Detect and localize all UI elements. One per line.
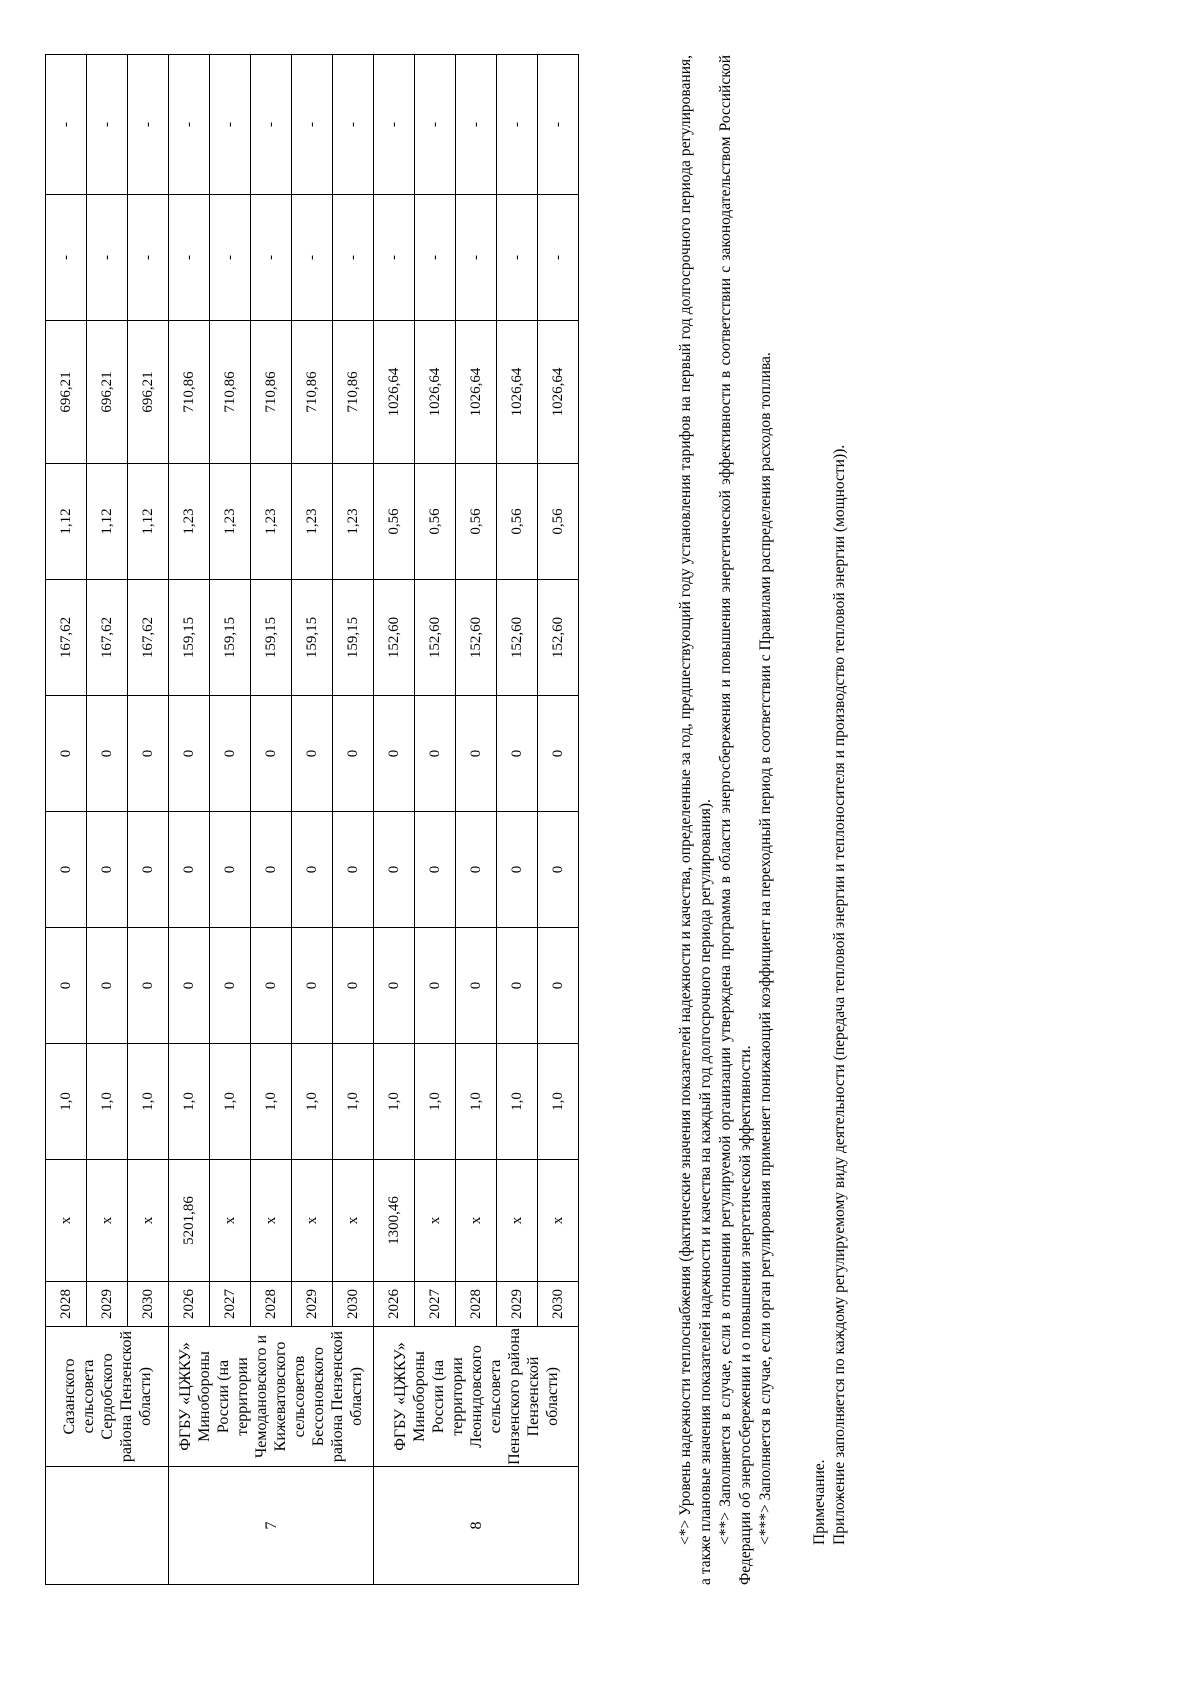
row-number: [46, 1467, 169, 1585]
footnotes: [676, 55, 850, 1585]
value-cell: 710,86: [292, 321, 333, 464]
value-cell: 696,21: [46, 321, 87, 464]
value-cell: 0: [415, 812, 456, 928]
value-cell: -: [497, 195, 538, 321]
value-cell: 0: [497, 812, 538, 928]
value-cell: x: [415, 1160, 456, 1282]
value-cell: 0: [210, 928, 251, 1044]
value-cell: 696,21: [128, 321, 169, 464]
value-cell: -: [169, 195, 210, 321]
value-cell: 0: [251, 696, 292, 812]
value-cell: 0: [128, 928, 169, 1044]
value-cell: x: [87, 1160, 128, 1282]
value-cell: 0: [210, 812, 251, 928]
value-cell: 152,60: [538, 580, 579, 696]
value-cell: 0,56: [415, 464, 456, 580]
value-cell: 0: [46, 696, 87, 812]
year-cell: 2030: [128, 1282, 169, 1327]
value-cell: 152,60: [456, 580, 497, 696]
organization-name: Сазанского сельсовета Сердобского района Пензенской области): [46, 1327, 169, 1467]
value-cell: -: [210, 195, 251, 321]
footnote-3: <***> Заполняется в случае, если орган регулирования применяет понижающий коэффициент на переходный период в соответствии с Правилами распределения расходов топлива.: [757, 352, 774, 1545]
value-cell: 1,0: [46, 1044, 87, 1160]
value-cell: x: [292, 1160, 333, 1282]
value-cell: 0: [333, 812, 374, 928]
value-cell: 0: [415, 928, 456, 1044]
value-cell: -: [46, 195, 87, 321]
value-cell: 0: [46, 928, 87, 1044]
value-cell: 0,56: [456, 464, 497, 580]
year-cell: 2030: [538, 1282, 579, 1327]
footnote-1: <*> Уровень надежности теплоснабжения (фактические значения показателей надежности и качества, определенные за год, предшествующий году установления тарифов на первый год долгосрочного периода регулирования, а также плановые значения показателей надежности и качества на каждый год долгосрочного периода регулирования).: [677, 55, 714, 1585]
tariff-table: [45, 54, 579, 1585]
value-cell: -: [538, 55, 579, 195]
value-cell: 0: [538, 812, 579, 928]
value-cell: -: [210, 55, 251, 195]
value-cell: 710,86: [169, 321, 210, 464]
value-cell: -: [292, 55, 333, 195]
value-cell: 0,56: [538, 464, 579, 580]
year-cell: 2028: [251, 1282, 292, 1327]
value-cell: 152,60: [497, 580, 538, 696]
value-cell: 710,86: [210, 321, 251, 464]
value-cell: 167,62: [46, 580, 87, 696]
value-cell: -: [169, 55, 210, 195]
value-cell: -: [333, 55, 374, 195]
value-cell: -: [87, 195, 128, 321]
value-cell: 696,21: [87, 321, 128, 464]
value-cell: 0: [456, 812, 497, 928]
value-cell: 1026,64: [456, 321, 497, 464]
value-cell: 0,56: [497, 464, 538, 580]
year-cell: 2028: [46, 1282, 87, 1327]
value-cell: 0: [251, 928, 292, 1044]
value-cell: -: [415, 195, 456, 321]
value-cell: -: [374, 195, 415, 321]
value-cell: 1,0: [292, 1044, 333, 1160]
year-cell: 2030: [333, 1282, 374, 1327]
value-cell: 0: [251, 812, 292, 928]
value-cell: 167,62: [87, 580, 128, 696]
value-cell: 0: [169, 928, 210, 1044]
value-cell: 0: [128, 812, 169, 928]
value-cell: -: [292, 195, 333, 321]
year-cell: 2027: [415, 1282, 456, 1327]
year-cell: 2027: [210, 1282, 251, 1327]
value-cell: 0: [210, 696, 251, 812]
value-cell: 0: [374, 696, 415, 812]
value-cell: 1300,46: [374, 1160, 415, 1282]
value-cell: 0: [292, 812, 333, 928]
value-cell: x: [333, 1160, 374, 1282]
value-cell: 1026,64: [374, 321, 415, 464]
value-cell: 1,23: [210, 464, 251, 580]
value-cell: 0: [538, 696, 579, 812]
row-number: 7: [169, 1467, 374, 1585]
value-cell: 1,23: [169, 464, 210, 580]
value-cell: -: [128, 195, 169, 321]
value-cell: 1,0: [251, 1044, 292, 1160]
value-cell: 0: [333, 696, 374, 812]
year-cell: 2029: [87, 1282, 128, 1327]
value-cell: -: [456, 195, 497, 321]
value-cell: 167,62: [128, 580, 169, 696]
value-cell: 1,0: [169, 1044, 210, 1160]
value-cell: 1,0: [415, 1044, 456, 1160]
value-cell: 1,0: [538, 1044, 579, 1160]
value-cell: -: [251, 55, 292, 195]
value-cell: 0: [292, 928, 333, 1044]
value-cell: 0: [497, 696, 538, 812]
value-cell: x: [128, 1160, 169, 1282]
year-cell: 2026: [374, 1282, 415, 1327]
value-cell: 0: [87, 696, 128, 812]
value-cell: 0: [497, 928, 538, 1044]
value-cell: 0: [169, 812, 210, 928]
value-cell: 1026,64: [538, 321, 579, 464]
value-cell: 0: [374, 812, 415, 928]
value-cell: 5201,86: [169, 1160, 210, 1282]
remark-text: Приложение заполняется по каждому регулируемому виду деятельности (передача тепловой энергии и теплоносителя и производство тепловой энергии (мощности)).: [831, 444, 848, 1545]
value-cell: 0: [87, 928, 128, 1044]
value-cell: 159,15: [333, 580, 374, 696]
value-cell: x: [497, 1160, 538, 1282]
value-cell: 0: [128, 696, 169, 812]
value-cell: 0: [87, 812, 128, 928]
value-cell: 1,0: [374, 1044, 415, 1160]
year-cell: 2029: [497, 1282, 538, 1327]
year-cell: 2026: [169, 1282, 210, 1327]
value-cell: 1,23: [333, 464, 374, 580]
value-cell: 1,12: [128, 464, 169, 580]
value-cell: 0: [538, 928, 579, 1044]
value-cell: 159,15: [169, 580, 210, 696]
value-cell: -: [333, 195, 374, 321]
value-cell: 1,23: [292, 464, 333, 580]
value-cell: 1026,64: [497, 321, 538, 464]
value-cell: 0: [292, 696, 333, 812]
value-cell: 1,12: [46, 464, 87, 580]
value-cell: x: [46, 1160, 87, 1282]
value-cell: 0: [333, 928, 374, 1044]
value-cell: 152,60: [374, 580, 415, 696]
organization-name: ФГБУ «ЦЖКУ» Минобороны России (на территории Леонидовского сельсовета Пензенского района Пензенской области): [374, 1327, 579, 1467]
value-cell: -: [251, 195, 292, 321]
value-cell: 1,0: [87, 1044, 128, 1160]
value-cell: x: [456, 1160, 497, 1282]
table-row: [169, 55, 210, 1585]
value-cell: 1,12: [87, 464, 128, 580]
year-cell: 2028: [456, 1282, 497, 1327]
value-cell: 0: [46, 812, 87, 928]
remark-label: Примечание.: [811, 1459, 828, 1545]
row-number: 8: [374, 1467, 579, 1585]
value-cell: 0,56: [374, 464, 415, 580]
value-cell: 710,86: [251, 321, 292, 464]
value-cell: -: [128, 55, 169, 195]
value-cell: 1026,64: [415, 321, 456, 464]
value-cell: x: [251, 1160, 292, 1282]
value-cell: -: [415, 55, 456, 195]
value-cell: 1,0: [210, 1044, 251, 1160]
value-cell: -: [46, 55, 87, 195]
value-cell: -: [374, 55, 415, 195]
value-cell: 0: [456, 696, 497, 812]
organization-name: ФГБУ «ЦЖКУ» Минобороны России (на территории Чемодановского и Кижеватовского сельсоветов Бессоновского района Пензенской области): [169, 1327, 374, 1467]
value-cell: 152,60: [415, 580, 456, 696]
value-cell: -: [497, 55, 538, 195]
value-cell: -: [456, 55, 497, 195]
value-cell: 0: [456, 928, 497, 1044]
value-cell: 1,0: [456, 1044, 497, 1160]
table-row: [46, 55, 87, 1585]
value-cell: x: [210, 1160, 251, 1282]
value-cell: 0: [374, 928, 415, 1044]
value-cell: 0: [415, 696, 456, 812]
value-cell: 159,15: [251, 580, 292, 696]
year-cell: 2029: [292, 1282, 333, 1327]
value-cell: -: [538, 195, 579, 321]
value-cell: x: [538, 1160, 579, 1282]
value-cell: 159,15: [210, 580, 251, 696]
value-cell: 1,0: [497, 1044, 538, 1160]
value-cell: 710,86: [333, 321, 374, 464]
value-cell: 1,23: [251, 464, 292, 580]
table-row: [374, 55, 415, 1585]
value-cell: 0: [169, 696, 210, 812]
value-cell: 1,0: [333, 1044, 374, 1160]
value-cell: 159,15: [292, 580, 333, 696]
value-cell: -: [87, 55, 128, 195]
footnote-2: <**> Заполняется в случае, если в отношении регулируемой организации утверждена программа в области энергосбережения и повышения энергетической эффективности в соответствии с законодательством Российской Федерации об энергосбережении и о повышении энергетической эффективности.: [717, 55, 754, 1585]
value-cell: 1,0: [128, 1044, 169, 1160]
